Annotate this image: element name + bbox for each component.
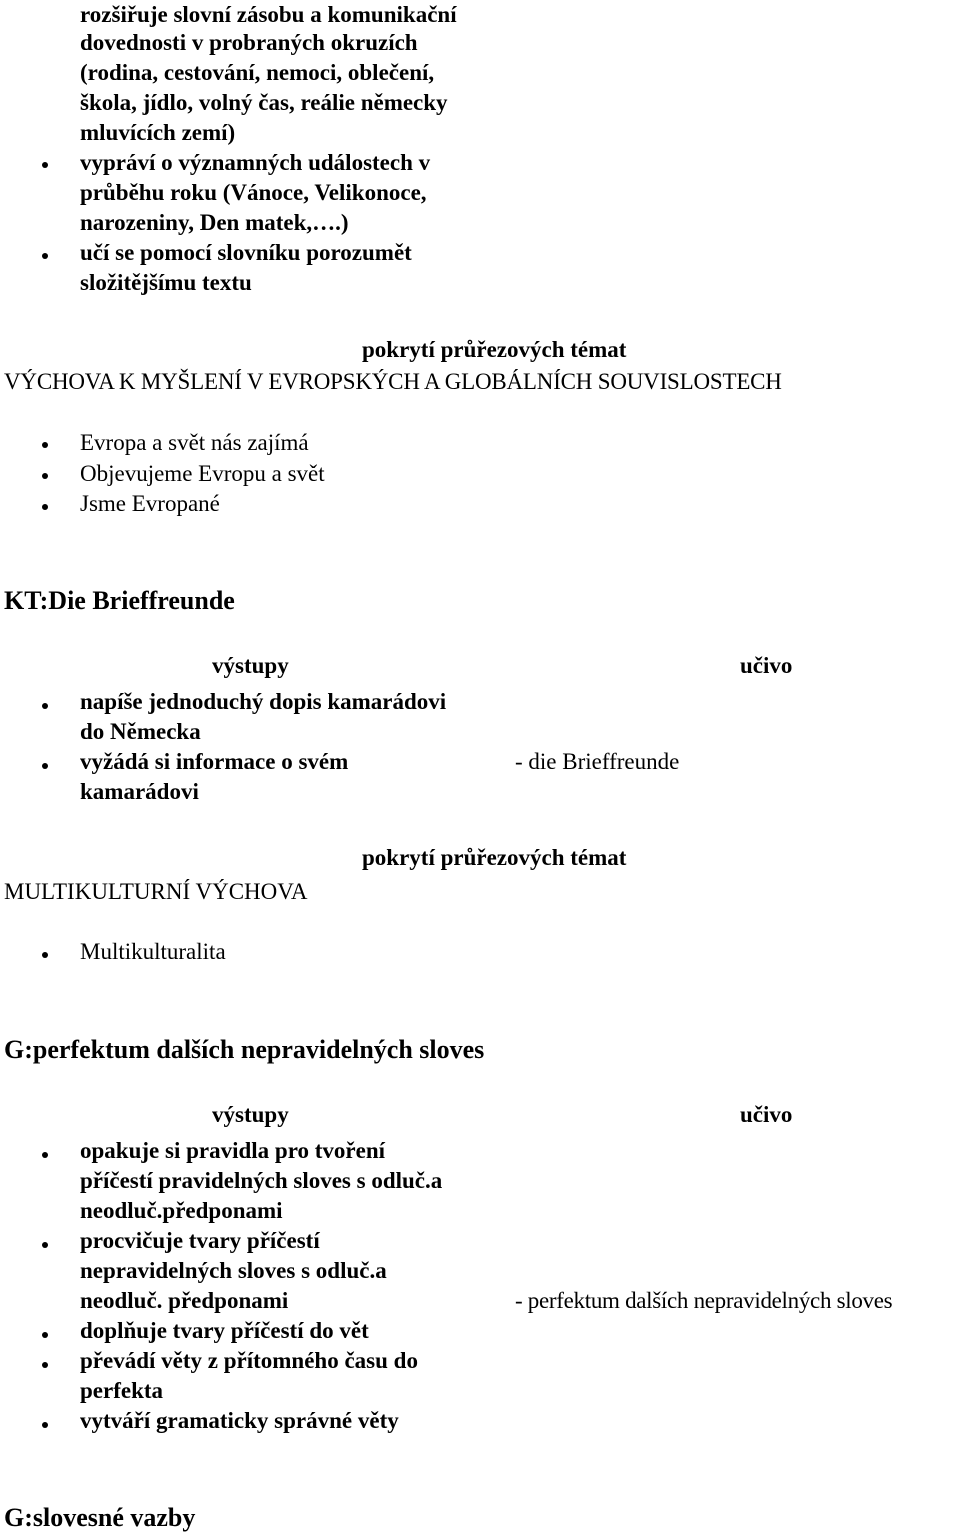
list-item-text: neodluč.předponami (80, 1198, 283, 1223)
list-item-text: opakuje si pravidla pro tvoření (80, 1138, 385, 1163)
bullet-icon (42, 1422, 48, 1428)
bullet-icon (42, 162, 48, 168)
list-item-text: do Německa (80, 719, 201, 744)
outputs-heading: výstupy (212, 653, 289, 678)
list-item-text: kamarádovi (80, 779, 199, 804)
content-heading: učivo (740, 653, 793, 678)
section-title: G:perfektum dalších nepravidelných sloves (4, 1035, 485, 1064)
bullet-icon (42, 703, 48, 709)
list-item-text: složitějšímu textu (80, 270, 252, 295)
section-title: KT:Die Brieffreunde (4, 586, 235, 615)
bullet-icon (42, 763, 48, 769)
theme-title: MULTIKULTURNÍ VÝCHOVA (4, 879, 308, 904)
content-item: - die Brieffreunde (515, 749, 680, 774)
bullet-icon (42, 473, 48, 479)
theme-title: VÝCHOVA K MYŠLENÍ V EVROPSKÝCH A GLOBÁLNÍCH SOUVISLOSTECH (4, 369, 782, 394)
list-item: Multikulturalita (80, 939, 226, 964)
list-item: Evropa a svět nás zajímá (80, 430, 309, 455)
list-item: Objevujeme Evropu a svět (80, 461, 325, 486)
list-item-text: škola, jídlo, volný čas, reálie německy (80, 90, 448, 115)
bullet-icon (42, 1362, 48, 1368)
bullet-icon (42, 504, 48, 510)
bullet-icon (42, 1152, 48, 1158)
list-item-text: narozeniny, Den matek,….) (80, 210, 349, 235)
content-item: - perfektum dalších nepravidelných sloves (515, 1288, 893, 1313)
list-item-text: (rodina, cestování, nemoci, oblečení, (80, 60, 435, 85)
list-item-text: rozšiřuje slovní zásobu a komunikační (80, 2, 457, 27)
list-item-text: příčestí pravidelných sloves s odluč.a (80, 1168, 443, 1193)
bullet-icon (42, 1332, 48, 1338)
coverage-heading: pokrytí průřezových témat (362, 845, 627, 870)
list-item-text: vyžádá si informace o svém (80, 749, 349, 774)
list-item-text: vytváří gramaticky správné věty (80, 1408, 399, 1433)
list-item-text: učí se pomocí slovníku porozumět (80, 240, 412, 265)
list-item-text: mluvících zemí) (80, 120, 236, 145)
section-title: G:slovesné vazby (4, 1503, 196, 1532)
list-item-text: vypráví o významných událostech v (80, 150, 431, 175)
bullet-icon (42, 952, 48, 958)
list-item-text: perfekta (80, 1378, 164, 1403)
coverage-heading: pokrytí průřezových témat (362, 337, 627, 362)
list-item-text: převádí věty z přítomného času do (80, 1348, 418, 1373)
outputs-heading: výstupy (212, 1102, 289, 1127)
bullet-icon (42, 442, 48, 448)
list-item-text: napíše jednoduchý dopis kamarádovi (80, 689, 447, 714)
list-item-text: neodluč. předponami (80, 1288, 289, 1313)
list-item-text: doplňuje tvary příčestí do vět (80, 1318, 369, 1343)
list-item-text: nepravidelných sloves s odluč.a (80, 1258, 387, 1283)
bullet-icon (42, 253, 48, 259)
content-heading: učivo (740, 1102, 793, 1127)
list-item: Jsme Evropané (80, 491, 220, 516)
list-item-text: dovednosti v probraných okruzích (80, 30, 418, 55)
list-item-text: procvičuje tvary příčestí (80, 1228, 320, 1253)
bullet-icon (42, 1242, 48, 1248)
list-item-text: průběhu roku (Vánoce, Velikonoce, (80, 180, 427, 205)
